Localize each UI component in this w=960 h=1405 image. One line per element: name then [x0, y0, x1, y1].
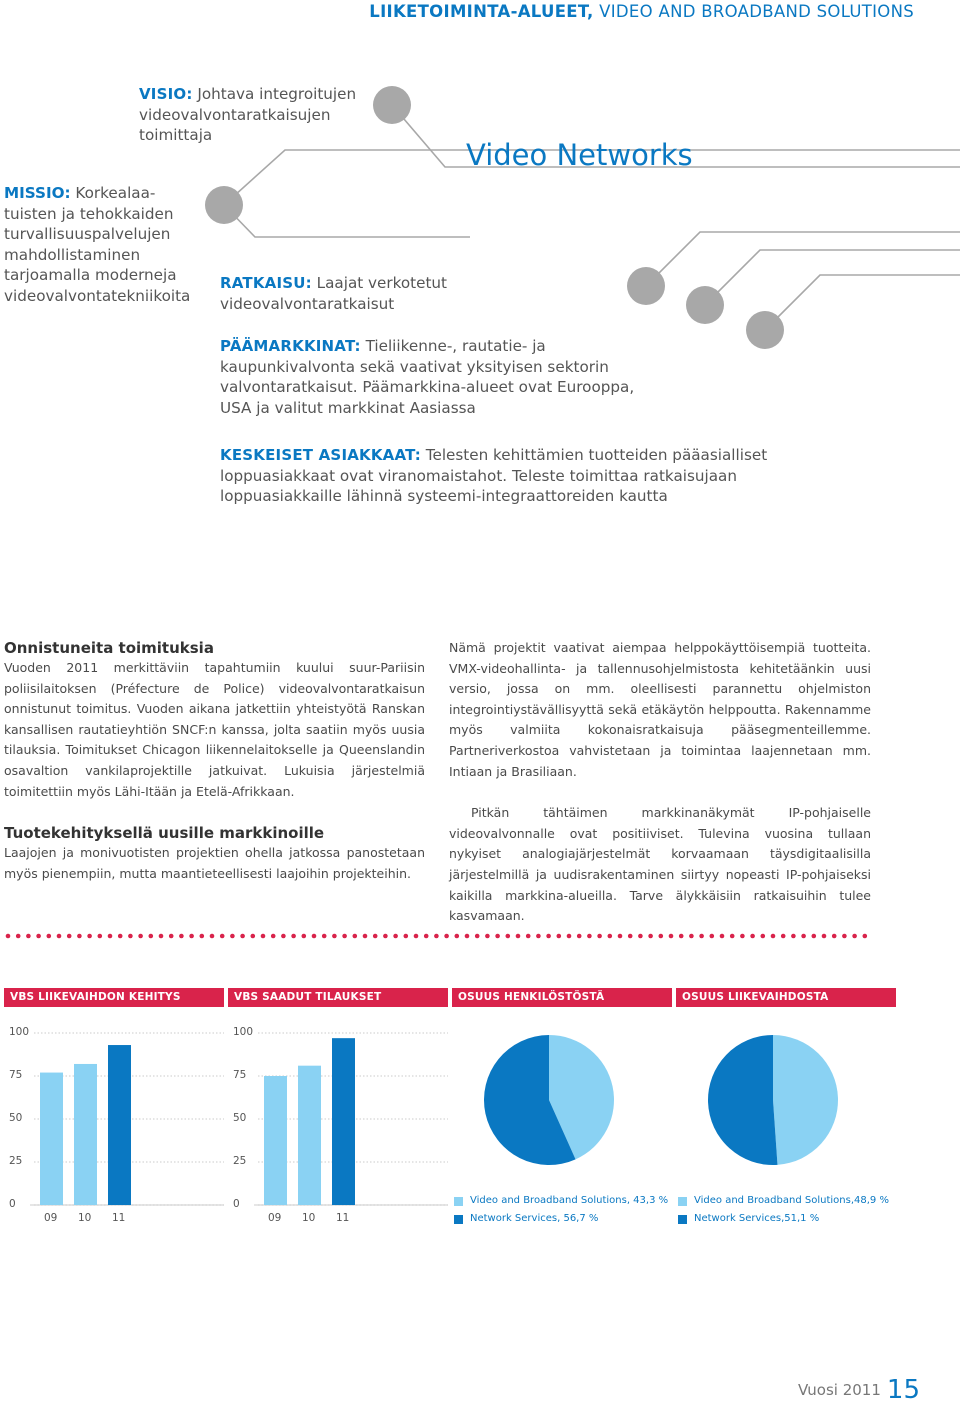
divider-dot	[597, 934, 602, 939]
legend-label: Video and Broadband Solutions,48,9 %	[694, 1195, 889, 1206]
divider-dot	[801, 934, 806, 939]
divider-dot	[587, 934, 592, 939]
divider-dot	[353, 934, 358, 939]
page-footer	[798, 1375, 920, 1405]
divider-dot	[138, 934, 143, 939]
divider-dot	[302, 934, 307, 939]
article-heading: Tuotekehityksellä uusille markkinoille	[4, 824, 325, 843]
divider-dot	[567, 934, 572, 939]
divider-dot	[434, 934, 439, 939]
divider-dot	[455, 934, 460, 939]
divider-dot	[577, 934, 582, 939]
circuit-line-lower1	[705, 250, 960, 305]
header-title-rest: VIDEO AND BROADBAND SOLUTIONS	[593, 2, 914, 21]
divider-dot	[118, 934, 123, 939]
divider-dot	[393, 934, 398, 939]
divider-dot	[159, 934, 164, 939]
article-left-column	[4, 638, 425, 884]
divider-dot	[149, 934, 154, 939]
divider-dot	[689, 934, 694, 939]
missio-label: MISSIO:	[4, 184, 71, 202]
divider-dot	[648, 934, 653, 939]
divider-dot	[424, 934, 429, 939]
divider-dot	[516, 934, 521, 939]
divider-dot	[87, 934, 92, 939]
divider-dot	[261, 934, 266, 939]
divider-dot	[557, 934, 562, 939]
footer-year: Vuosi 2011	[798, 1381, 881, 1399]
divider-dot	[404, 934, 409, 939]
divider-dot	[699, 934, 704, 939]
divider-dot	[842, 934, 847, 939]
missio-line: mahdollistaminen	[4, 245, 141, 264]
divider-dot	[730, 934, 735, 939]
article-paragraph: Laajojen ja monivuotisten projektien ohella jatkossa panostetaan myös pienempiin, mutta maantieteellisesti laajoihin projekteihin.	[4, 845, 425, 881]
divider-dot	[720, 934, 725, 939]
y-tick-label: 0	[233, 1198, 240, 1210]
y-tick-label: 50	[233, 1112, 247, 1124]
divider-dot	[312, 934, 317, 939]
missio-line: tarjoamalla moderneja	[4, 266, 177, 284]
ratkaisu-label: RATKAISU:	[220, 274, 312, 292]
divider-dot	[495, 934, 500, 939]
circuit-node-lower2	[746, 311, 784, 349]
divider-dot	[618, 934, 623, 939]
divider-dot	[67, 934, 72, 939]
x-tick-label: 10	[302, 1212, 316, 1224]
chart-title: OSUUS LIIKEVAIHDOSTA	[676, 988, 896, 1007]
paamarkkinat-label: PÄÄMARKKINAT:	[220, 337, 361, 355]
divider-dot	[750, 934, 755, 939]
divider-dot	[669, 934, 674, 939]
bar	[108, 1045, 131, 1205]
divider-dot	[659, 934, 664, 939]
paamarkkinat-text: Tieliikenne-, rautatie- ja kaupunkivalvonta sekä vaativat yksityisen sektorin valvontaratkaisut. Päämarkkina-alueet ovat Eurooppa, USA ja valitut markkinat Aasiassa	[220, 337, 635, 417]
divider-dot	[57, 934, 62, 939]
circuit-line-mid	[646, 232, 960, 286]
y-tick-label: 25	[9, 1155, 23, 1167]
divider-dot	[47, 934, 52, 939]
divider-dot	[444, 934, 449, 939]
legend-label: Video and Broadband Solutions, 43,3 %	[470, 1195, 669, 1206]
y-tick-label: 50	[9, 1112, 23, 1124]
header-title-bold: LIIKETOIMINTA-ALUEET,	[369, 2, 594, 21]
asiakkaat-text: Telesten kehittämien tuotteiden pääasialliset loppuasiakkaat ovat viranomaistahot. Teleste toimittaa ratkaisujaan loppuasiakkaille lähinnä systeemi-integraattoreiden kautta	[220, 446, 768, 505]
divider-dot	[332, 934, 337, 939]
circuit-node-missio	[205, 186, 243, 224]
divider-dot	[220, 934, 225, 939]
divider-dot	[251, 934, 256, 939]
divider-dot	[169, 934, 174, 939]
divider-dot	[98, 934, 103, 939]
x-tick-label: 09	[268, 1212, 282, 1224]
charts-area	[0, 980, 960, 1240]
divider-dot	[628, 934, 633, 939]
y-tick-label: 25	[233, 1155, 247, 1167]
missio-block	[4, 183, 194, 306]
pie-slice	[773, 1035, 838, 1165]
divider-dot	[546, 934, 551, 939]
divider-dot	[291, 934, 296, 939]
divider-dot	[200, 934, 205, 939]
divider-dot	[26, 934, 31, 939]
missio-line: turvallisuuspalvelujen	[4, 225, 171, 243]
divider-dot	[16, 934, 21, 939]
article-right-column	[449, 638, 871, 927]
divider-dot	[771, 934, 776, 939]
divider-dot	[812, 934, 817, 939]
y-tick-label: 0	[9, 1198, 16, 1210]
divider-dot	[77, 934, 82, 939]
divider-dot	[536, 934, 541, 939]
divider-dot	[832, 934, 837, 939]
article-paragraph: Nämä projektit vaativat aiempaa helppokäyttöisempiä tuotteita. VMX-videohallinta- ja tallennusohjelmistosta kehitetäänkin uusi versio, jossa on mm. oleellisesti parannettu ohjelmiston integrointiystävällisyyttä sekä etäkäytön helppoutta. Rakennamme myös valmiita kokonaisratkaisuja pääsegmenteillemme. Partneriverkostoa vahvistetaan ja toimintaa laajennetaan mm. Intiaan ja Brasiliaan.	[449, 640, 871, 779]
divider-dot	[230, 934, 235, 939]
chart-title: VBS SAADUT TILAUKSET	[228, 988, 448, 1007]
circuit-line-lower2	[765, 275, 960, 330]
divider-dot	[526, 934, 531, 939]
ratkaisu-block	[220, 273, 470, 314]
bar	[332, 1038, 355, 1205]
divider-dot	[608, 934, 613, 939]
legend-label: Network Services, 56,7 %	[470, 1213, 599, 1224]
chart-title: VBS LIIKEVAIHDON KEHITYS	[4, 988, 224, 1007]
asiakkaat-label: KESKEISET ASIAKKAAT:	[220, 446, 421, 464]
legend-label: Network Services,51,1 %	[694, 1213, 820, 1224]
paamarkkinat-block	[220, 336, 650, 418]
divider-dot	[6, 934, 11, 939]
circuit-line-missio-down	[224, 205, 470, 237]
y-tick-label: 75	[233, 1069, 247, 1081]
divider-dot	[414, 934, 419, 939]
divider-dot	[342, 934, 347, 939]
divider-dot	[679, 934, 684, 939]
circuit-node-lower1	[686, 286, 724, 324]
divider-dot	[108, 934, 113, 939]
divider-dot	[852, 934, 857, 939]
x-tick-label: 11	[112, 1212, 126, 1224]
visio-block	[139, 84, 379, 146]
bar	[264, 1076, 287, 1205]
divider-dot	[506, 934, 511, 939]
pie-slice	[708, 1035, 777, 1165]
divider-dot	[210, 934, 215, 939]
visio-text: Johtava integroitujen videovalvontaratkaisujen toimittaja	[139, 85, 357, 144]
y-tick-label: 75	[9, 1069, 23, 1081]
divider-dot	[863, 934, 868, 939]
page-number: 15	[886, 1375, 920, 1405]
divider-dot	[638, 934, 643, 939]
y-tick-label: 100	[9, 1026, 30, 1038]
bar	[298, 1066, 321, 1205]
divider-dot	[822, 934, 827, 939]
divider-dot	[740, 934, 745, 939]
divider-dot	[322, 934, 327, 939]
asiakkaat-block	[220, 445, 790, 507]
article-paragraph: Vuoden 2011 merkittäviin tapahtumiin kuului suur-Pariisin poliisilaitoksen (Préfecture de Police) videovalvontaratkaisun onnistunut toimitus. Vuoden aikana jatkettiin yhteistyötä Ranskan kansallisen rautatieyhtiön SNCF:n kanssa, jolta saatiin myös uusia tilauksia. Toimitukset Chicagon liikennelaitokselle ja Queenslandin osavaltion vankilaprojektille jatkuivat. Lukuisia järjestelmiä toimitettiin myös Lähi-Itään ja Etelä-Afrikkaan.	[4, 660, 425, 799]
divider-dot	[383, 934, 388, 939]
divider-dot	[791, 934, 796, 939]
missio-line: tuisten ja tehokkaiden	[4, 204, 174, 223]
x-tick-label: 11	[336, 1212, 350, 1224]
divider-dot	[271, 934, 276, 939]
bar	[40, 1073, 63, 1205]
divider-dot	[485, 934, 490, 939]
divider-dot	[281, 934, 286, 939]
diagram-title: Video Networks	[466, 138, 693, 172]
divider-dot	[373, 934, 378, 939]
chart-title: OSUUS HENKILÖSTÖSTÄ	[452, 988, 672, 1007]
dotted-divider	[4, 931, 884, 941]
x-tick-label: 09	[44, 1212, 58, 1224]
divider-dot	[710, 934, 715, 939]
divider-dot	[761, 934, 766, 939]
divider-dot	[240, 934, 245, 939]
missio-line: Korkealaa-	[75, 184, 156, 202]
divider-dot	[475, 934, 480, 939]
divider-dot	[36, 934, 41, 939]
divider-dot	[781, 934, 786, 939]
divider-dot	[363, 934, 368, 939]
divider-dot	[128, 934, 133, 939]
missio-line: videovalvontatekniikoita	[4, 286, 191, 305]
bar	[74, 1064, 97, 1205]
article-heading: Onnistuneita toimituksia	[4, 639, 214, 657]
circuit-node-mid	[627, 267, 665, 305]
divider-dot	[179, 934, 184, 939]
x-tick-label: 10	[78, 1212, 92, 1224]
divider-dot	[189, 934, 194, 939]
ratkaisu-text: Laajat verkotetut videovalvontaratkaisut	[220, 274, 447, 313]
visio-label: VISIO:	[139, 85, 193, 103]
y-tick-label: 100	[233, 1026, 254, 1038]
article-paragraph: Pitkän tähtäimen markkinanäkymät IP-pohjaiselle videovalvonnalle ovat positiiviset. Tulevina vuosina tullaan nykyiset analogiajärjestelmät korvaamaan täysdigitaalisilla järjestelmillä ja uudisrakentaminen siirtyy nopeasti IP-pohjaiseksi kaikilla markkina-alueilla. Tarve älykkäisiin ratkaisuihin tulee kasvamaan.	[449, 805, 871, 924]
divider-dot	[465, 934, 470, 939]
